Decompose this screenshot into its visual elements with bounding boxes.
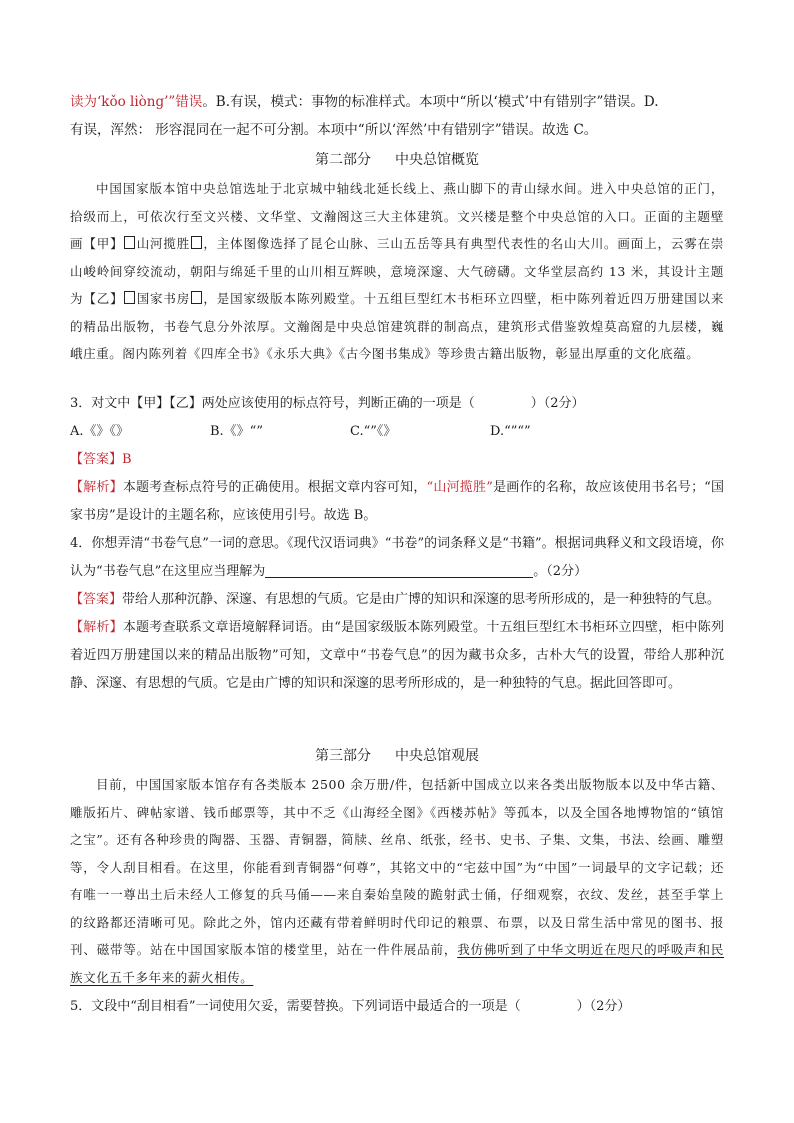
analysis-line-1: 。B.有误，模式：事物的标准样式。本项中“所以‘模式’中有错别字”错误。D. bbox=[202, 94, 659, 110]
q4-stem: 4．你想弄清“书卷气息”一词的意思。《现代汉语词典》“书卷”的词条释义是“书籍”。根据词典释义和文段语境，你认为“书卷气息”在这里应当理解为 bbox=[70, 536, 724, 579]
question-3 bbox=[70, 390, 724, 530]
blank-box bbox=[124, 236, 135, 249]
q3-option-c[interactable]: C.“”《》 bbox=[350, 424, 397, 439]
part2-passage bbox=[70, 175, 724, 368]
part3-heading-title: 中央总馆观展 bbox=[395, 748, 479, 764]
q3-options bbox=[70, 418, 724, 446]
part3-heading bbox=[70, 742, 724, 770]
q3-score: ）（2分） bbox=[530, 396, 585, 411]
q3-option-b[interactable]: B.《》“” bbox=[210, 424, 263, 439]
q5-stem: 5．文段中“刮目相看”一词使用欠妥，需要替换。下列词语中最适合的一项是（ bbox=[70, 999, 521, 1014]
analysis-line-2: 有误，浑然： 形容混同在一起不可分割。本项中“所以‘浑然’中有错别字”错误。故选 C。 bbox=[70, 122, 598, 138]
passage-text-d: 国家书房 bbox=[136, 291, 191, 306]
blank-box bbox=[191, 291, 202, 304]
part2-heading-label: 第二部分 bbox=[315, 152, 371, 168]
part2-heading-title: 中央总馆概览 bbox=[395, 152, 479, 168]
blank-box bbox=[191, 236, 202, 249]
q3-analysis-highlight: “山河揽胜” bbox=[426, 480, 493, 495]
passage-text-a: 中国国家版本馆中央总馆选址于北京城中轴线北延长线上、燕山脚下的青山绿水间。进入中央总馆的正门，拾级而上，可依次行至文兴楼、文华堂、文瀚阁这三大主体建筑。文兴楼是整个中央总馆的入口。正面的主题壁画【甲】 bbox=[70, 181, 724, 251]
q5-score: ）（2分） bbox=[576, 999, 631, 1014]
q3-stem: 3．对文中【甲】【乙】两处应该使用的标点符号，判断正确的一项是（ bbox=[70, 396, 475, 411]
answer-blank[interactable] bbox=[265, 559, 533, 578]
part3-passage-text: 目前，中国国家版本馆存有各类版本 2500 余万册/件，包括新中国成立以来各类出版物版本以及中华古籍、雕版拓片、碑帖家谱、钱币邮票等，其中不乏《山海经全图》《西楼苏帖》等孤本，以及全国各地博物馆的“镇馆之宝”。还有各种珍贵的陶器、玉器、青铜器，简牍、丝帛、纸张，经书、史书、子集、文集，书法、绘画、雕塑等，令人刮目相看。在这里，你能看到青铜器“何尊”，其铭文中的“宅兹中国”为“中国”一词最早的文字记载；还有唯一一尊出土后未经人工修复的兵马俑——来自秦始皇陵的跪射武士俑，仔细观察，衣纹、发丝，甚至手掌上的纹路都还清晰可见。除此之外，馆内还藏有带着鲜明时代印记的粮票、布票，以及日常生活中常见的图书、报刊、磁带等。站在中国国家版本馆的楼堂里，站在一件件展品前， bbox=[70, 777, 724, 957]
passage-text-e: ，是国家级版本陈列殿堂。十五组巨型红木书柜环立四壁，柜中陈列着近四万册建国以来的精品出版物，书卷气息分外浓厚。文瀚阁是中央总馆建筑群的制高点，建筑形式借鉴敦煌莫高窟的九层楼，巍峨庄重。阁内陈列着《四库全书》《永乐大典》《古今图书集成》等珍贵古籍出版物，彰显出厚重的文化底蕴。 bbox=[70, 291, 725, 361]
q3-analysis-b: 是画作的名称，故应该使用书名号；“国家书房”是设计的主题名称，应该使用引号。故选 B。 bbox=[70, 480, 724, 523]
answer-tag: 【答案】 bbox=[70, 452, 123, 467]
passage-text-b: 山河揽胜 bbox=[136, 236, 191, 251]
part3-heading-label: 第三部分 bbox=[315, 748, 371, 764]
q3-answer: B bbox=[122, 452, 132, 467]
prev-analysis bbox=[70, 88, 724, 144]
part3-passage bbox=[70, 771, 724, 991]
q3-option-a[interactable]: A.《》《》 bbox=[70, 424, 130, 439]
question-5 bbox=[70, 993, 724, 1021]
q3-analysis-a: 本题考查标点符号的正确使用。根据文章内容可知， bbox=[122, 480, 427, 495]
blank-box bbox=[124, 291, 135, 304]
question-4 bbox=[70, 530, 724, 698]
q4-analysis: 本题考查联系文章语境解释词语。由“是国家级版本陈列殿堂。十五组巨型红木书柜环立四壁，柜中陈列着近四万册建国以来的精品出版物”可知，文章中“书卷气息”的因为藏书众多，古朴大气的设置，带给人那种沉静、深邃、有思想的气质。它是由广博的知识和深邃的思考所形成的，是一种独特的气息。据此回答即可。 bbox=[70, 620, 724, 691]
q4-answer: 带给人那种沉静、深邃、有思想的气质。它是由广博的知识和深邃的思考所形成的，是一种独特的气息。 bbox=[122, 592, 721, 607]
part2-heading bbox=[70, 146, 724, 174]
analysis-tag: 【解析】 bbox=[70, 480, 123, 495]
q3-option-d[interactable]: D.“”“” bbox=[490, 424, 531, 439]
passage-text-c: ，主体图像选择了昆仑山脉、三山五岳等具有典型代表性的名山大川。画面上，云雾在崇山峻岭间穿绞流动，朝阳与绵延千里的山川相互辉映，意境深邃、大气磅礴。文华堂层高约 13 米，其设计主题为【乙】 bbox=[70, 236, 725, 306]
q4-score: 。（2分） bbox=[533, 564, 588, 579]
part3-underlined-sentence: 我仿佛听到了中华文明近在咫尺的呼吸声和民族文化五千多年来的薪火相传。 bbox=[70, 942, 724, 985]
pinyin-note: 读为‘kǒo liòng’”错误 bbox=[70, 94, 203, 110]
analysis-tag: 【解析】 bbox=[70, 620, 123, 635]
answer-tag: 【答案】 bbox=[70, 592, 123, 607]
